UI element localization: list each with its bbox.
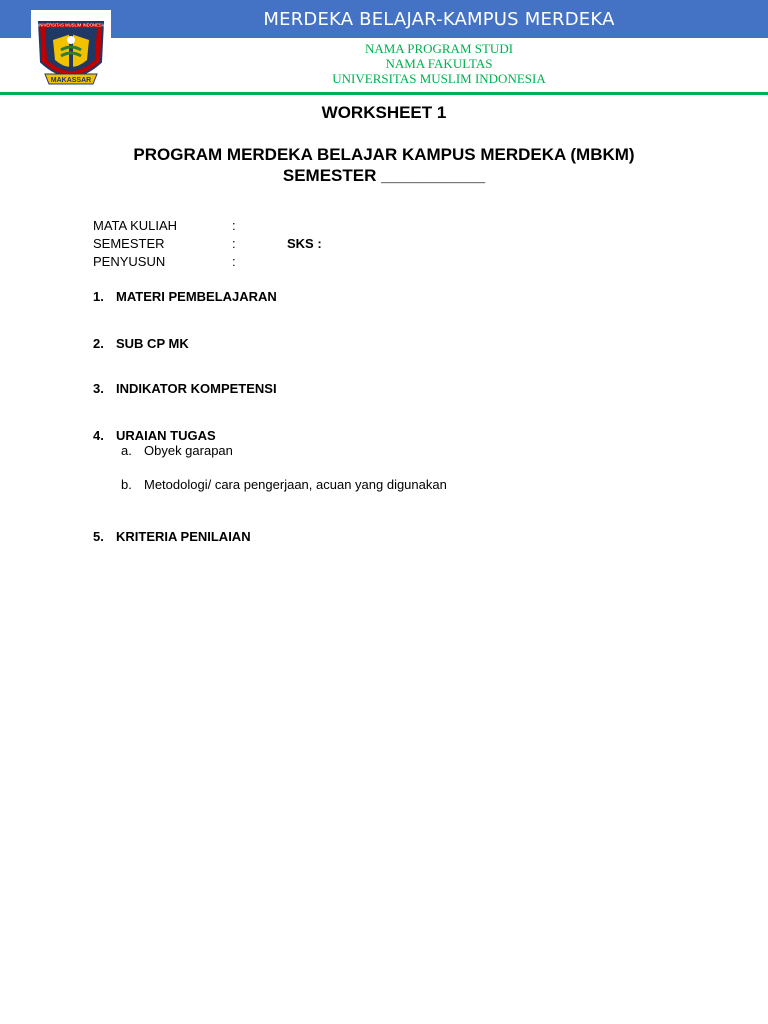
section-number: 3. [93, 381, 104, 396]
subitem-text: Obyek garapan [144, 443, 233, 458]
program-study-line: NAMA PROGRAM STUDI [364, 41, 514, 56]
program-title-line1: PROGRAM MERDEKA BELAJAR KAMPUS MERDEKA (MBKM) [133, 145, 635, 164]
section-title: INDIKATOR KOMPETENSI [116, 381, 277, 396]
logo-ring-text: UNIVERSITAS MUSLIM INDONESIA [36, 22, 106, 28]
field-colon: : [232, 254, 236, 269]
field-label: PENYUSUN [93, 254, 166, 269]
subitem-letter: a. [121, 443, 132, 458]
field-label: SEMESTER [93, 236, 165, 251]
banner-title: MERDEKA BELAJAR-KAMPUS MERDEKA [263, 9, 615, 30]
subitem-text: Metodologi/ cara pengerjaan, acuan yang digunakan [144, 477, 447, 492]
header-banner [0, 0, 768, 38]
header-divider [0, 92, 768, 95]
section-title: SUB CP MK [116, 336, 189, 351]
subitem-letter: b. [121, 477, 132, 492]
section-materi-pembelajaran [93, 289, 277, 304]
worksheet-title: WORKSHEET 1 [321, 103, 447, 122]
section-title: KRITERIA PENILAIAN [116, 529, 251, 544]
logo-text: MAKASSAR [50, 77, 92, 84]
program-title [0, 144, 768, 186]
section-sub-cp-mk [93, 336, 189, 351]
sks-label: SKS : [287, 236, 322, 251]
header-subtitles [110, 41, 768, 86]
field-label: MATA KULIAH [93, 218, 178, 233]
subitem-obyek-garapan [121, 443, 233, 458]
section-number: 1. [93, 289, 104, 304]
university-logo-icon [31, 10, 111, 92]
field-colon: : [232, 236, 236, 251]
university-logo [31, 10, 111, 92]
section-title: MATERI PEMBELAJARAN [116, 289, 277, 304]
field-colon: : [232, 218, 236, 233]
subitem-metodologi [121, 477, 447, 492]
section-number: 2. [93, 336, 104, 351]
section-number: 5. [93, 529, 104, 544]
section-title: URAIAN TUGAS [116, 428, 216, 443]
university-line: UNIVERSITAS MUSLIM INDONESIA [332, 71, 546, 86]
faculty-line: NAMA FAKULTAS [385, 56, 493, 71]
section-number: 4. [93, 428, 104, 443]
section-uraian-tugas [93, 428, 216, 443]
section-kriteria-penilaian [93, 529, 251, 544]
section-indikator-kompetensi [93, 381, 277, 396]
program-title-line2: SEMESTER ___________ [282, 166, 486, 185]
